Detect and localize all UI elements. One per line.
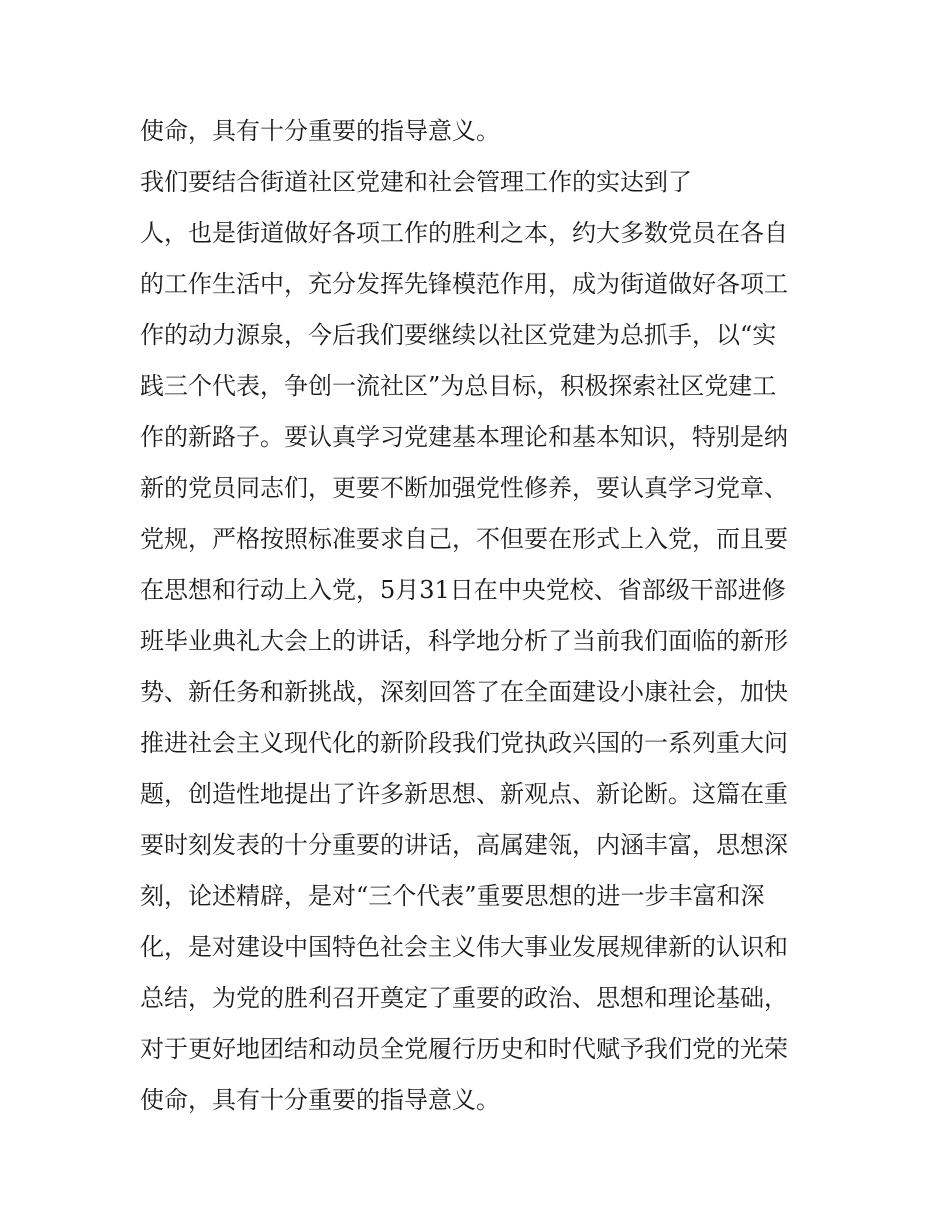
text-line: 践三个代表，争创一流社区”为总目标，积极探索社区党建工 (140, 372, 777, 400)
text-line: 总结，为党的胜利召开奠定了重要的政治、思想和理论基础， (140, 984, 788, 1012)
text-line: 党规，严格按照标准要求自己，不但要在形式上入党，而且要 (140, 525, 788, 553)
text-line: 对于更好地团结和动员全党履行历史和时代赋予我们党的光荣 (140, 1035, 788, 1063)
text-line: 新的党员同志们，更要不断加强党性修养，要认真学习党章、 (140, 474, 788, 502)
text-line: 势、新任务和新挑战，深刻回答了在全面建设小康社会，加快 (140, 678, 788, 706)
text-line: 题，创造性地提出了许多新思想、新观点、新论断。这篇在重 (140, 780, 788, 808)
text-line: 我们要结合街道社区党建和社会管理工作的实达到了 (140, 168, 692, 196)
text-line: 作的新路子。要认真学习党建基本理论和基本知识，特别是纳 (140, 423, 788, 451)
text-line: 作的动力源泉，今后我们要继续以社区党建为总抓手，以“实 (140, 321, 777, 349)
text-line: 的工作生活中，充分发挥先锋模范作用，成为街道做好各项工 (140, 270, 788, 298)
text-line: 班毕业典礼大会上的讲话，科学地分析了当前我们面临的新形 (140, 627, 788, 655)
text-line: 人，也是街道做好各项工作的胜利之本，约大多数党员在各自 (140, 219, 788, 247)
text-line: 使命，具有十分重要的指导意义。 (140, 117, 500, 145)
text-line: 推进社会主义现代化的新阶段我们党执政兴国的一系列重大问 (140, 729, 788, 757)
text-line: 化，是对建设中国特色社会主义伟大事业发展规律新的认识和 (140, 933, 788, 961)
text-line: 使命，具有十分重要的指导意义。 (140, 1086, 500, 1114)
text-line: 要时刻发表的十分重要的讲话，高属建瓴，内涵丰富，思想深 (140, 831, 788, 859)
body-text (140, 106, 820, 1126)
text-line: 刻，论述精辟，是对“三个代表”重要思想的进一步丰富和深 (140, 882, 765, 910)
text-line: 在思想和行动上入党，5月31日在中央党校、省部级干部进修 (140, 576, 786, 604)
